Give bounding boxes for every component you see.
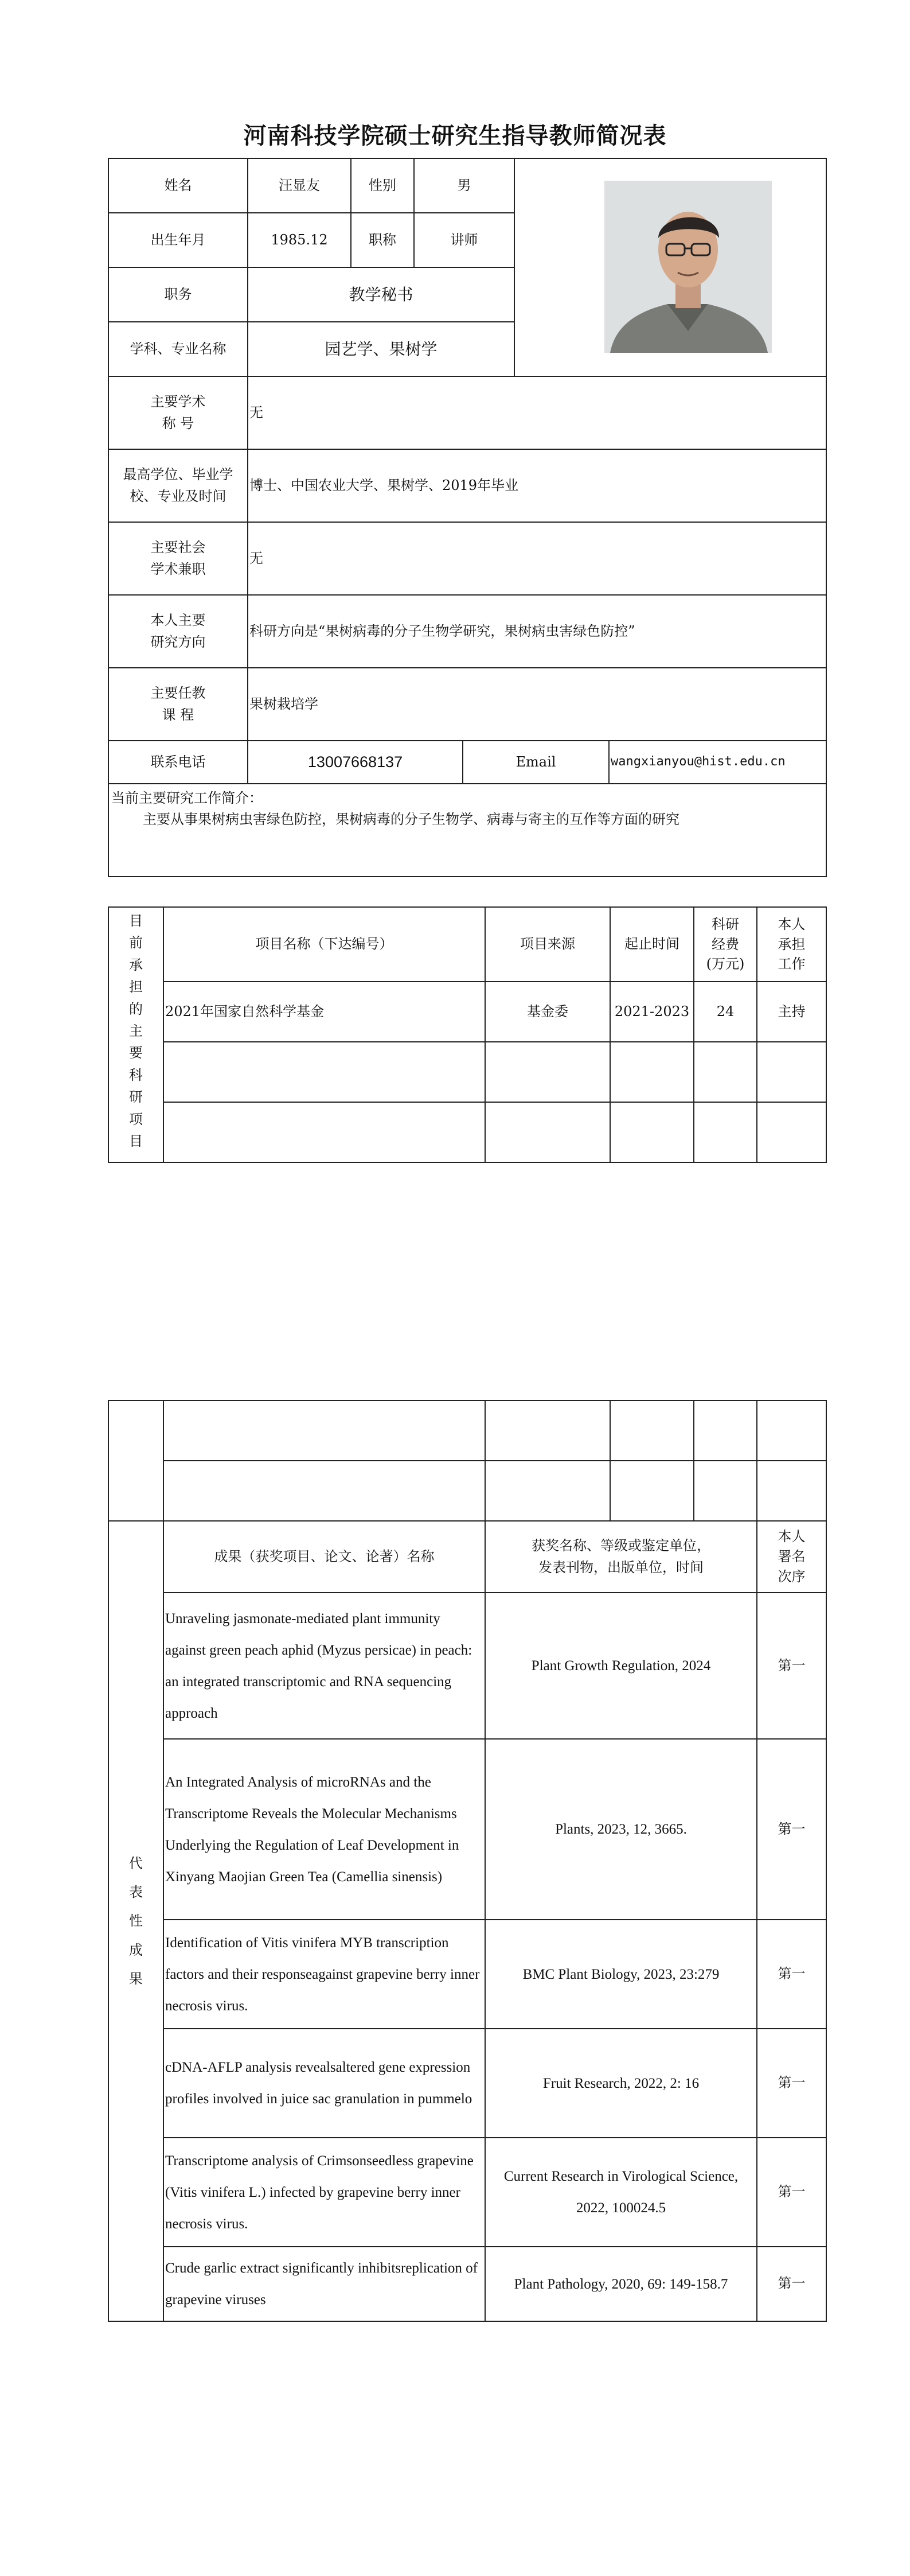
empty-cell xyxy=(757,1042,826,1102)
project-name-header: 项目名称（下达编号） xyxy=(163,907,485,982)
empty-cell xyxy=(163,1042,485,1102)
name-value: 汪显友 xyxy=(248,158,351,213)
empty-cell xyxy=(757,1102,826,1162)
major-value: 园艺学、果树学 xyxy=(248,322,514,376)
empty-cell xyxy=(163,1102,485,1162)
major-label: 学科、专业名称 xyxy=(108,322,248,376)
achievement-title: Crude garlic extract significantly inhibitsreplication of grapevine viruses xyxy=(163,2247,485,2321)
academic-label: 主要学术 称 号 xyxy=(108,376,248,449)
projects-side-char: 目 xyxy=(129,913,143,929)
name-label: 姓名 xyxy=(108,158,248,213)
achievement-pub: Current Research in Virological Science, 2022, 100024.5 xyxy=(485,2138,757,2247)
achievement-pub-header: 获奖名称、等级或鉴定单位， 发表刊物，出版单位，时间 xyxy=(485,1521,757,1593)
gender-label: 性别 xyxy=(351,158,414,213)
achievement-pub: Plants, 2023, 12, 3665. xyxy=(485,1739,757,1920)
achievement-pub: Fruit Research, 2022, 2: 16 xyxy=(485,2029,757,2138)
person-photo-icon xyxy=(604,181,772,353)
project-role: 主持 xyxy=(757,982,826,1042)
projects-side-char: 目 xyxy=(129,1133,143,1149)
empty-cell xyxy=(757,1461,826,1521)
post-label: 职务 xyxy=(108,267,248,322)
empty-cell xyxy=(485,1042,610,1102)
achievements-side-label xyxy=(108,1521,163,2321)
email-label: Email xyxy=(463,741,609,784)
achievement-pub: Plant Growth Regulation, 2024 xyxy=(485,1593,757,1739)
degree-label: 最高学位、毕业学 校、专业及时间 xyxy=(108,449,248,522)
projects-side-char: 承 xyxy=(129,956,143,973)
projects-side-char: 研 xyxy=(129,1089,143,1106)
projects-side-char: 的 xyxy=(129,1001,143,1017)
birth-label: 出生年月 xyxy=(108,213,248,267)
achievement-order-header: 本人 署名 次序 xyxy=(757,1521,826,1593)
work-summary-label: 当前主要研究工作简介： xyxy=(111,790,263,806)
achievement-order: 第一 xyxy=(757,2029,826,2138)
work-summary xyxy=(108,784,826,877)
empty-cell xyxy=(610,1102,694,1162)
post-value: 教学秘书 xyxy=(248,267,514,322)
research-value: 科研方向是“果树病毒的分子生物学研究，果树病虫害绿色防控” xyxy=(248,595,826,668)
projects-side-char: 科 xyxy=(129,1067,143,1083)
achievements-table xyxy=(108,1400,827,2322)
projects-side-char: 项 xyxy=(129,1111,143,1127)
empty-cell xyxy=(163,1400,485,1461)
achievement-pub: Plant Pathology, 2020, 69: 149-158.7 xyxy=(485,2247,757,2321)
project-name: 2021年国家自然科学基金 xyxy=(163,982,485,1042)
projects-side-char: 主 xyxy=(129,1022,143,1039)
achievement-order: 第一 xyxy=(757,1593,826,1739)
project-period-header: 起止时间 xyxy=(610,907,694,982)
project-source: 基金委 xyxy=(485,982,610,1042)
work-summary-text: 主要从事果树病虫害绿色防控，果树病毒的分子生物学、病毒与寄主的互作等方面的研究 xyxy=(143,811,679,828)
social-value: 无 xyxy=(248,522,826,595)
project-role-header: 本人 承担 工作 xyxy=(757,907,826,982)
social-label: 主要社会 学术兼职 xyxy=(108,522,248,595)
title-value: 讲师 xyxy=(414,213,514,267)
achievement-title: Unraveling jasmonate-mediated plant immunity against green peach aphid (Myzus persicae) in peach: an integrated transcriptomic and RNA sequencing approach xyxy=(163,1593,485,1739)
course-value: 果树栽培学 xyxy=(248,668,826,741)
achievements-side-char: 性 xyxy=(129,1913,143,1929)
empty-cell xyxy=(163,1461,485,1521)
empty-cell xyxy=(694,1102,757,1162)
empty-cell xyxy=(610,1400,694,1461)
project-period: 2021-2023 xyxy=(610,982,694,1042)
achievements-side-char: 成 xyxy=(129,1941,143,1958)
achievement-order: 第一 xyxy=(757,2138,826,2247)
teacher-photo xyxy=(604,181,772,353)
phone-label: 联系电话 xyxy=(108,741,248,784)
projects-side-label xyxy=(108,907,163,1162)
research-label: 本人主要 研究方向 xyxy=(108,595,248,668)
project-fund: 24 xyxy=(694,982,757,1042)
academic-value: 无 xyxy=(248,376,826,449)
empty-cell xyxy=(610,1042,694,1102)
achievement-order: 第一 xyxy=(757,1920,826,2029)
course-label: 主要任教 课 程 xyxy=(108,668,248,741)
empty-cell xyxy=(610,1461,694,1521)
email-value: wangxianyou@hist.edu.cn xyxy=(609,741,826,784)
gender-value: 男 xyxy=(414,158,514,213)
empty-cell xyxy=(757,1400,826,1461)
achievement-order: 第一 xyxy=(757,2247,826,2321)
projects-side-char: 要 xyxy=(129,1045,143,1061)
empty-cell xyxy=(694,1400,757,1461)
title-label: 职称 xyxy=(351,213,414,267)
projects-table xyxy=(108,906,827,1163)
empty-cell xyxy=(108,1400,163,1521)
birth-value: 1985.12 xyxy=(248,213,351,267)
empty-cell xyxy=(694,1042,757,1102)
achievement-title: cDNA-AFLP analysis revealsaltered gene expression profiles involved in juice sac granulation in pummelo xyxy=(163,2029,485,2138)
empty-cell xyxy=(485,1102,610,1162)
achievement-name-header: 成果（获奖项目、论文、论著）名称 xyxy=(163,1521,485,1593)
projects-side-char: 前 xyxy=(129,935,143,951)
project-fund-header: 科研 经费 (万元) xyxy=(694,907,757,982)
empty-cell xyxy=(485,1400,610,1461)
degree-value: 博士、中国农业大学、果树学、2019年毕业 xyxy=(248,449,826,522)
page-title: 河南科技学院硕士研究生指导教师简况表 xyxy=(243,123,667,149)
achievement-title: Transcriptome analysis of Crimsonseedless grapevine (Vitis vinifera L.) infected by grapevine berry inner necrosis virus. xyxy=(163,2138,485,2247)
achievement-order: 第一 xyxy=(757,1739,826,1920)
achievements-side-char: 代 xyxy=(129,1855,143,1871)
project-source-header: 项目来源 xyxy=(485,907,610,982)
achievements-side-char: 果 xyxy=(129,1971,143,1987)
phone-value: 13007668137 xyxy=(248,741,463,784)
achievement-pub: BMC Plant Biology, 2023, 23:279 xyxy=(485,1920,757,2029)
achievement-title: An Integrated Analysis of microRNAs and the Transcriptome Reveals the Molecular Mechanisms Underlying the Regulation of Leaf Development in Xinyang Maojian Green Tea (Camellia sinensis) xyxy=(163,1739,485,1920)
empty-cell xyxy=(694,1461,757,1521)
achievements-side-char: 表 xyxy=(129,1884,143,1900)
empty-cell xyxy=(485,1461,610,1521)
projects-side-char: 担 xyxy=(129,979,143,995)
achievement-title: Identification of Vitis vinifera MYB transcription factors and their responseagainst grapevine berry inner necrosis virus. xyxy=(163,1920,485,2029)
